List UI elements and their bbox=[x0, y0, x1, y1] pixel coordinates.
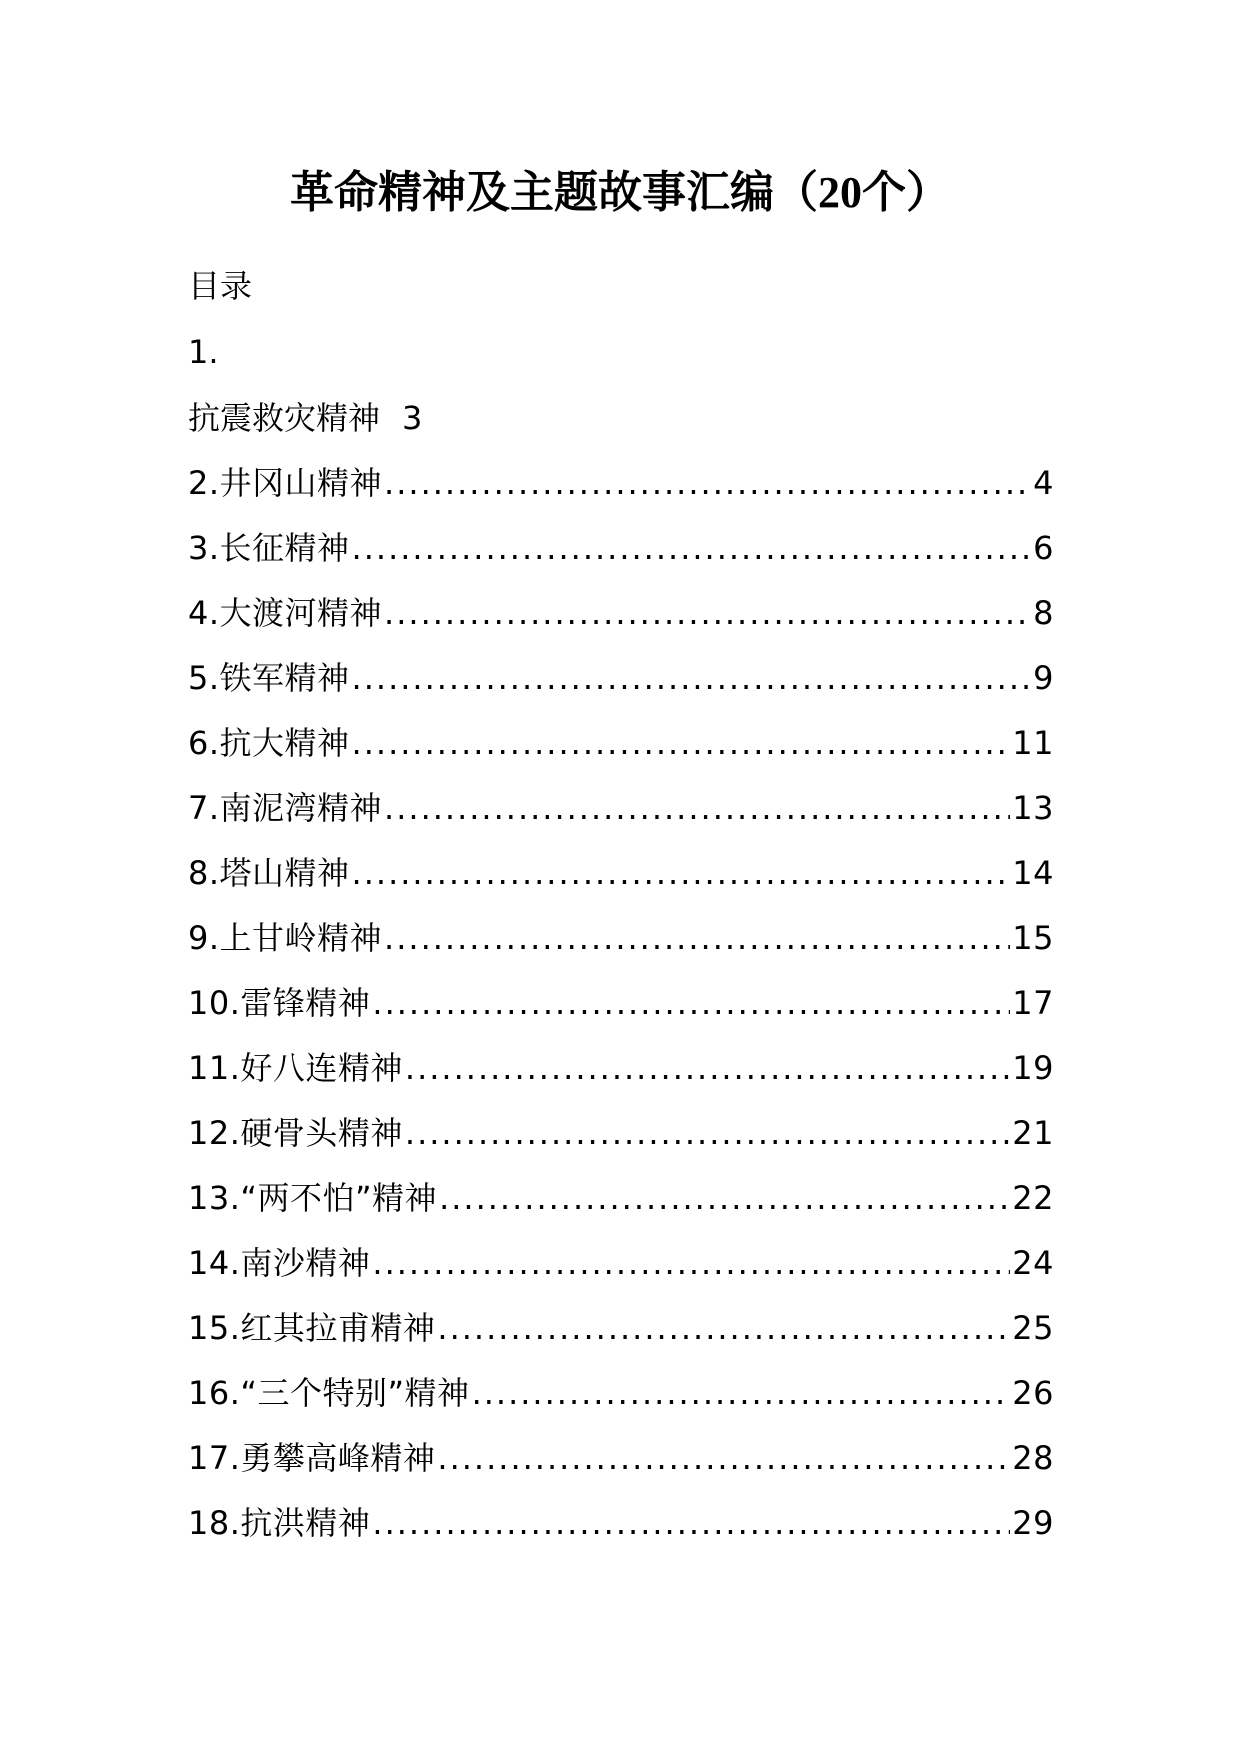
toc-entry[interactable] bbox=[188, 1501, 1054, 1545]
toc-entry-label: 6.抗大精神 bbox=[188, 724, 350, 762]
dot-leader bbox=[372, 1501, 1010, 1545]
toc-entry-label: 10.雷锋精神 bbox=[188, 984, 371, 1022]
dot-leader bbox=[405, 1111, 1010, 1155]
toc-entry-label: 15.红其拉甫精神 bbox=[188, 1309, 436, 1347]
toc-entry-page: 22 bbox=[1012, 1179, 1054, 1217]
toc-entry-page: 9 bbox=[1033, 659, 1054, 697]
toc-entry-label: 7.南泥湾精神 bbox=[188, 789, 383, 827]
dot-leader bbox=[437, 1436, 1010, 1480]
toc-entry-label: 5.铁军精神 bbox=[188, 659, 350, 697]
toc-entry-label: 13.“两不怕”精神 bbox=[188, 1179, 438, 1217]
toc-entry[interactable] bbox=[188, 721, 1054, 765]
toc-entry-page: 11 bbox=[1012, 724, 1054, 762]
dot-leader bbox=[372, 981, 1010, 1025]
toc-entry[interactable] bbox=[188, 461, 1054, 505]
toc-entry-label: 14.南沙精神 bbox=[188, 1244, 371, 1282]
dot-leader bbox=[472, 1371, 1011, 1415]
toc-entry-label: 抗震救灾精神 bbox=[188, 399, 381, 437]
page-title bbox=[0, 163, 1240, 223]
dot-leader bbox=[352, 721, 1011, 765]
toc-heading: 目录 bbox=[188, 267, 253, 305]
toc-entry[interactable] bbox=[188, 786, 1054, 830]
title-number: 20 bbox=[818, 168, 862, 217]
toc-entry[interactable] bbox=[188, 1046, 1054, 1090]
toc-entry-label: 16.“三个特别”精神 bbox=[188, 1374, 470, 1412]
toc-entry-page: 8 bbox=[1033, 594, 1054, 632]
toc-entry-page: 24 bbox=[1012, 1244, 1054, 1282]
dot-leader bbox=[384, 786, 1010, 830]
dot-leader bbox=[384, 916, 1010, 960]
toc-entry-page: 3 bbox=[402, 399, 423, 437]
toc-entry-page: 6 bbox=[1033, 529, 1054, 567]
toc-entry-page: 13 bbox=[1012, 789, 1054, 827]
toc-entry-page: 17 bbox=[1012, 984, 1054, 1022]
toc-entry-label: 9.上甘岭精神 bbox=[188, 919, 383, 957]
toc-entry[interactable] bbox=[188, 1241, 1054, 1285]
toc-entry-page: 14 bbox=[1012, 854, 1054, 892]
dot-leader bbox=[437, 1306, 1010, 1350]
toc-entry[interactable] bbox=[188, 1371, 1054, 1415]
toc-entry-label: 18.抗洪精神 bbox=[188, 1504, 371, 1542]
toc-entry-label: 11.好八连精神 bbox=[188, 1049, 403, 1087]
dot-leader bbox=[352, 851, 1011, 895]
dot-leader bbox=[405, 1046, 1010, 1090]
toc-entry-page: 29 bbox=[1012, 1504, 1054, 1542]
toc-entry-page: 19 bbox=[1012, 1049, 1054, 1087]
toc-entry[interactable] bbox=[188, 1111, 1054, 1155]
dot-leader bbox=[352, 526, 1032, 570]
toc-entry-label: 4.大渡河精神 bbox=[188, 594, 383, 632]
toc-entry[interactable] bbox=[188, 1176, 1054, 1220]
toc-first-number[interactable]: 1. bbox=[188, 333, 219, 371]
toc-entry[interactable] bbox=[188, 916, 1054, 960]
toc-entry[interactable] bbox=[188, 656, 1054, 700]
toc-entry-label: 3.长征精神 bbox=[188, 529, 350, 567]
dot-leader bbox=[352, 656, 1032, 700]
toc-entry-label: 2.井冈山精神 bbox=[188, 464, 383, 502]
toc-entry-page: 21 bbox=[1012, 1114, 1054, 1152]
toc-entry-page: 15 bbox=[1012, 919, 1054, 957]
toc-entry[interactable] bbox=[188, 851, 1054, 895]
toc-entry[interactable] bbox=[188, 981, 1054, 1025]
toc-entry-label: 12.硬骨头精神 bbox=[188, 1114, 403, 1152]
toc-entry[interactable] bbox=[188, 1306, 1054, 1350]
toc-entry[interactable] bbox=[188, 591, 1054, 635]
dot-leader bbox=[372, 1241, 1010, 1285]
toc-entry[interactable] bbox=[188, 1436, 1054, 1480]
toc-entry-label: 17.勇攀高峰精神 bbox=[188, 1439, 436, 1477]
toc-entry-page: 28 bbox=[1012, 1439, 1054, 1477]
title-text: 革命精神及主题故事汇编（ bbox=[290, 167, 818, 218]
title-suffix: 个） bbox=[862, 167, 950, 218]
dot-leader bbox=[384, 591, 1031, 635]
toc-entry-page: 4 bbox=[1033, 464, 1054, 502]
toc-entry-page: 25 bbox=[1012, 1309, 1054, 1347]
toc-entry-page: 26 bbox=[1012, 1374, 1054, 1412]
dot-leader bbox=[439, 1176, 1010, 1220]
dot-leader bbox=[384, 461, 1031, 505]
toc-entry[interactable] bbox=[188, 526, 1054, 570]
toc-entry-label: 8.塔山精神 bbox=[188, 854, 350, 892]
toc-first-entry[interactable] bbox=[188, 396, 422, 440]
